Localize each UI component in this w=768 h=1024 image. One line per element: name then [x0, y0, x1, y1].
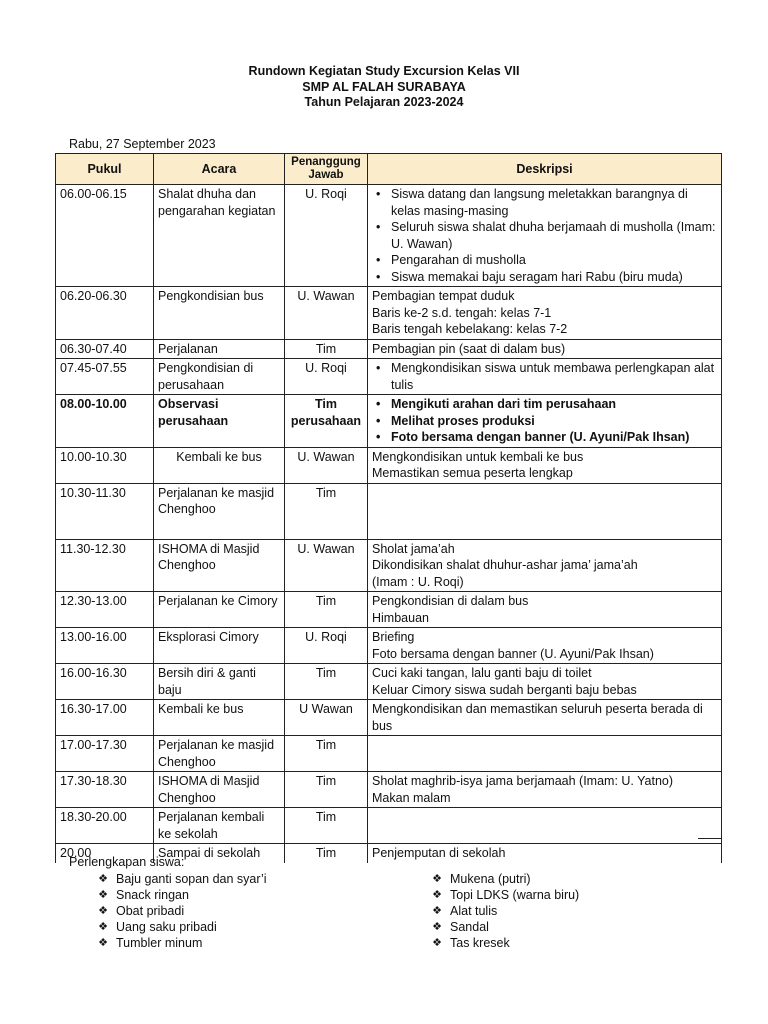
equipment-item: [96, 887, 267, 903]
description-bullet: • Melihat proses produksi: [388, 413, 717, 430]
row-activity: Perjalanan ke masjid Chenghoo: [154, 736, 285, 772]
row-activity: Perjalanan ke Cimory: [154, 592, 285, 628]
table-header-row: [56, 154, 722, 185]
description-bullet: • Mengkondisikan siswa untuk membawa perlengkapan alat tulis: [388, 360, 717, 393]
diamond-bullet-icon: ❖: [432, 889, 442, 901]
table-row: [56, 736, 722, 772]
diamond-bullet-icon: ❖: [432, 921, 442, 933]
row-time: 18.30-20.00: [56, 808, 154, 844]
description-line: Mengkondisikan untuk kembali ke bus: [372, 449, 584, 464]
description-line: (Imam : U. Roqi): [372, 574, 464, 589]
table-row: [56, 664, 722, 700]
document-title: Rundown Kegiatan Study Excursion Kelas VII: [248, 64, 520, 78]
row-person-in-charge: Tim: [285, 808, 368, 844]
row-activity: Kembali ke bus: [154, 447, 285, 483]
equipment-item-label: Snack ringan: [116, 888, 189, 902]
equipment-list-left: [96, 871, 267, 951]
table-row: [56, 808, 722, 844]
header-activity: Acara: [154, 154, 285, 185]
table-row: [56, 539, 722, 592]
row-activity: Pengkondisian di perusahaan: [154, 359, 285, 395]
equipment-item: [430, 903, 579, 919]
row-activity: Shalat dhuha dan pengarahan kegiatan: [154, 185, 285, 287]
row-activity: Pengkondisian bus: [154, 287, 285, 340]
table-row: [56, 628, 722, 664]
description-bullet: • Siswa datang dan langsung meletakkan barangnya di kelas masing-masing: [388, 186, 717, 219]
row-person-in-charge: Tim: [285, 844, 368, 863]
schedule-body: [56, 185, 722, 863]
diamond-bullet-icon: ❖: [432, 873, 442, 885]
description-bullet: • Siswa memakai baju seragam hari Rabu (biru muda): [388, 269, 717, 286]
equipment-title: Perlengkapan siswa:: [69, 855, 185, 869]
row-person-in-charge: Tim perusahaan: [285, 395, 368, 448]
equipment-item-label: Tas kresek: [450, 936, 510, 950]
row-time: 20.00: [56, 844, 154, 863]
diamond-bullet-icon: ❖: [98, 921, 108, 933]
row-person-in-charge: Tim: [285, 592, 368, 628]
row-description: [368, 628, 722, 664]
row-activity: Eksplorasi Cimory: [154, 628, 285, 664]
description-line: Foto bersama dengan banner (U. Ayuni/Pak Ihsan): [372, 646, 654, 661]
row-activity: Kembali ke bus: [154, 700, 285, 736]
row-time: 13.00-16.00: [56, 628, 154, 664]
row-activity: Perjalanan ke masjid Chenghoo: [154, 483, 285, 539]
row-time: 06.30-07.40: [56, 339, 154, 359]
row-time: 10.30-11.30: [56, 483, 154, 539]
row-person-in-charge: Tim: [285, 483, 368, 539]
equipment-item: [430, 871, 579, 887]
row-activity: Sampai di sekolah: [154, 844, 285, 863]
row-description: [368, 664, 722, 700]
row-person-in-charge: U. Wawan: [285, 287, 368, 340]
row-activity: Perjalanan: [154, 339, 285, 359]
row-person-in-charge: U. Roqi: [285, 628, 368, 664]
description-line: Mengkondisikan dan memastikan seluruh peserta berada di bus: [372, 702, 703, 733]
diamond-bullet-icon: ❖: [98, 937, 108, 949]
description-line: Baris ke-2 s.d. tengah: kelas 7-1: [372, 305, 552, 320]
description-line: Himbauan: [372, 610, 429, 625]
description-bullet: • Mengikuti arahan dari tim perusahaan: [388, 396, 717, 413]
diamond-bullet-icon: ❖: [98, 889, 108, 901]
row-description: [368, 736, 722, 772]
equipment-item-label: Baju ganti sopan dan syar’i: [116, 872, 267, 886]
equipment-item: [430, 919, 579, 935]
row-time: 11.30-12.30: [56, 539, 154, 592]
row-activity: Bersih diri & ganti baju: [154, 664, 285, 700]
row-time: 17.00-17.30: [56, 736, 154, 772]
row-description: [368, 447, 722, 483]
diamond-bullet-icon: ❖: [432, 937, 442, 949]
row-time: 06.20-06.30: [56, 287, 154, 340]
table-end-line: [698, 838, 721, 839]
description-line: Dikondisikan shalat dhuhur-ashar jama’ jama’ah: [372, 558, 638, 572]
document-header: [0, 64, 768, 111]
row-description: [368, 395, 722, 448]
row-activity: Perjalanan kembali ke sekolah: [154, 808, 285, 844]
row-person-in-charge: Tim: [285, 339, 368, 359]
header-description: Deskripsi: [368, 154, 722, 185]
equipment-item-label: Mukena (putri): [450, 872, 531, 886]
row-time: 10.00-10.30: [56, 447, 154, 483]
description-bullet-list: [372, 396, 717, 446]
description-line: Keluar Cimory siswa sudah berganti baju bebas: [372, 682, 637, 697]
schedule-table: [55, 153, 722, 863]
row-description: [368, 339, 722, 359]
description-line: Memastikan semua peserta lengkap: [372, 466, 573, 480]
description-bullet-list: [372, 360, 717, 393]
event-date: Rabu, 27 September 2023: [69, 137, 216, 151]
diamond-bullet-icon: ❖: [98, 905, 108, 917]
table-row: [56, 359, 722, 395]
row-time: 16.30-17.00: [56, 700, 154, 736]
description-bullet: • Pengarahan di musholla: [388, 252, 717, 269]
table-row: [56, 395, 722, 448]
row-activity: ISHOMA di Masjid Chenghoo: [154, 539, 285, 592]
row-person-in-charge: U. Roqi: [285, 185, 368, 287]
diamond-bullet-icon: ❖: [432, 905, 442, 917]
row-description: [368, 844, 722, 863]
row-person-in-charge: U. Roqi: [285, 359, 368, 395]
table-row: [56, 447, 722, 483]
table-row: [56, 700, 722, 736]
description-line: Cuci kaki tangan, lalu ganti baju di toilet: [372, 666, 592, 680]
row-person-in-charge: U. Wawan: [285, 447, 368, 483]
table-row: [56, 185, 722, 287]
row-description: [368, 700, 722, 736]
equipment-list-right: [430, 871, 579, 951]
table-row: [56, 287, 722, 340]
row-description: [368, 359, 722, 395]
equipment-item: [96, 871, 267, 887]
table-row: [56, 339, 722, 359]
header-time: Pukul: [56, 154, 154, 185]
row-person-in-charge: U. Wawan: [285, 539, 368, 592]
equipment-item: [430, 887, 579, 903]
equipment-item: [430, 935, 579, 951]
equipment-item-label: Alat tulis: [450, 904, 498, 918]
equipment-item-label: Obat pribadi: [116, 904, 185, 918]
row-description: [368, 483, 722, 539]
row-description: [368, 287, 722, 340]
table-row: [56, 772, 722, 808]
equipment-item-label: Uang saku pribadi: [116, 920, 217, 934]
table-row: [56, 483, 722, 539]
row-description: [368, 808, 722, 844]
description-line: Sholat maghrib-isya jama berjamaah (Imam: U. Yatno): [372, 774, 674, 788]
description-line: Pembagian tempat duduk: [372, 289, 515, 303]
equipment-item: [96, 935, 267, 951]
equipment-item-label: Sandal: [450, 920, 489, 934]
header-person-in-charge: Penanggung Jawab: [285, 154, 368, 185]
description-line: Pembagian pin (saat di dalam bus): [372, 341, 566, 356]
description-bullet: • Seluruh siswa shalat dhuha berjamaah di musholla (Imam: U. Wawan): [388, 219, 717, 252]
row-time: 07.45-07.55: [56, 359, 154, 395]
description-line: Penjemputan di sekolah: [372, 846, 506, 860]
row-time: 12.30-13.00: [56, 592, 154, 628]
row-time: 06.00-06.15: [56, 185, 154, 287]
description-line: Sholat jama’ah: [372, 541, 455, 556]
row-description: [368, 772, 722, 808]
row-person-in-charge: Tim: [285, 664, 368, 700]
row-person-in-charge: Tim: [285, 772, 368, 808]
row-description: [368, 185, 722, 287]
table-row: [56, 592, 722, 628]
academic-year: Tahun Pelajaran 2023-2024: [304, 95, 464, 109]
row-activity: ISHOMA di Masjid Chenghoo: [154, 772, 285, 808]
equipment-item: [96, 903, 267, 919]
row-time: 08.00-10.00: [56, 395, 154, 448]
row-description: [368, 539, 722, 592]
equipment-item-label: Tumbler minum: [116, 936, 203, 950]
equipment-item: [96, 919, 267, 935]
equipment-item-label: Topi LDKS (warna biru): [450, 888, 580, 902]
row-person-in-charge: U Wawan: [285, 700, 368, 736]
description-line: Makan malam: [372, 790, 451, 805]
description-line: Pengkondisian di dalam bus: [372, 594, 529, 608]
row-time: 16.00-16.30: [56, 664, 154, 700]
row-activity: Observasi perusahaan: [154, 395, 285, 448]
description-bullet-list: [372, 186, 717, 285]
diamond-bullet-icon: ❖: [98, 873, 108, 885]
description-bullet: • Foto bersama dengan banner (U. Ayuni/Pak Ihsan): [388, 429, 717, 446]
row-description: [368, 592, 722, 628]
description-line: Baris tengah kebelakang: kelas 7-2: [372, 322, 568, 336]
row-person-in-charge: Tim: [285, 736, 368, 772]
school-name: SMP AL FALAH SURABAYA: [302, 79, 466, 94]
row-time: 17.30-18.30: [56, 772, 154, 808]
description-line: Briefing: [372, 630, 415, 644]
